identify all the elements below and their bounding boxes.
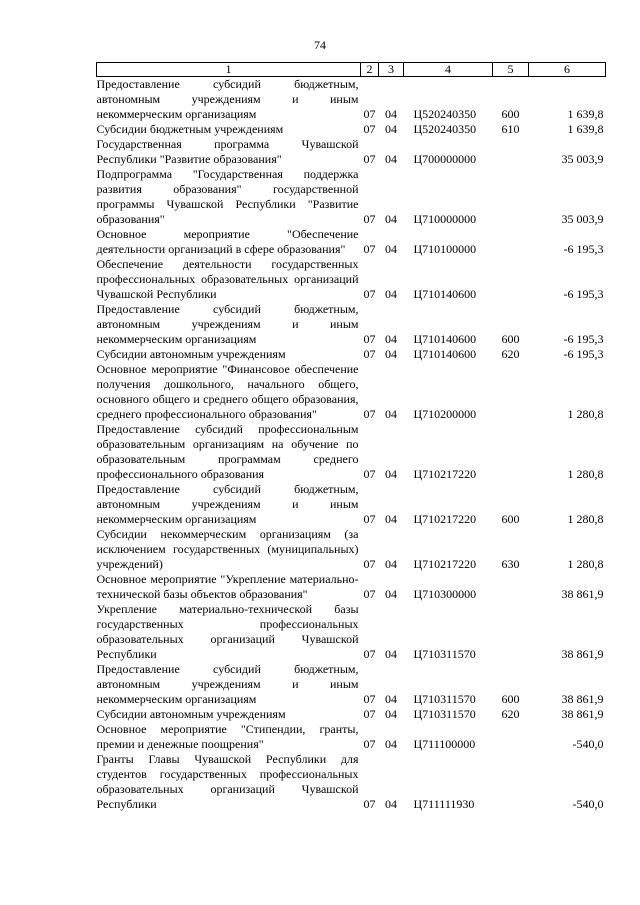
row-target-article: Ц710000000 xyxy=(413,212,477,226)
row-name: Государственная программа Чувашской Республики "Развитие образования" xyxy=(96,137,359,166)
row-section: 07 xyxy=(363,287,376,301)
row-amount: 1 280,8 xyxy=(567,467,604,481)
row-target-article: Ц710100000 xyxy=(413,242,477,256)
row-target-article: Ц710311570 xyxy=(413,647,476,661)
row-expense-type xyxy=(493,602,529,662)
row-name: Предоставление субсидий бюджетным, автономным учреждениям и иным некоммерческим организациям xyxy=(96,77,359,121)
row-amount: 1 639,8 xyxy=(567,107,604,121)
row-section: 07 xyxy=(363,332,376,346)
row-amount: 38 861,9 xyxy=(561,707,604,721)
row-target-article: Ц710140600 xyxy=(413,347,477,361)
row-expense-type: 620 xyxy=(501,707,520,721)
row-amount: 1 280,8 xyxy=(567,512,604,526)
row-subsection: 04 xyxy=(385,467,397,481)
row-expense-type: 600 xyxy=(501,107,520,121)
row-section: 07 xyxy=(363,467,376,481)
table-row xyxy=(97,722,606,752)
row-target-article: Ц710200000 xyxy=(413,407,477,421)
row-amount: -540,0 xyxy=(572,737,604,751)
row-subsection: 04 xyxy=(385,737,397,751)
row-name: Основное мероприятие "Стипендии, гранты, премии и денежные поощрения" xyxy=(96,722,359,751)
table-row xyxy=(97,707,606,722)
table-row xyxy=(97,482,606,527)
row-amount: 38 861,9 xyxy=(561,692,604,706)
header-col-2: 2 xyxy=(361,63,379,77)
table-row xyxy=(97,347,606,362)
header-col-3: 3 xyxy=(379,63,404,77)
row-target-article: Ц710300000 xyxy=(413,587,477,601)
table-header-row xyxy=(97,63,606,77)
row-expense-type: 630 xyxy=(501,557,520,571)
row-section: 07 xyxy=(363,707,376,721)
table-row xyxy=(97,422,606,482)
row-expense-type xyxy=(493,422,529,482)
row-subsection: 04 xyxy=(385,347,397,361)
row-amount: 1 639,8 xyxy=(567,122,604,136)
header-col-1: 1 xyxy=(97,63,361,77)
row-target-article: Ц710311570 xyxy=(413,692,476,706)
row-section: 07 xyxy=(363,647,376,661)
row-section: 07 xyxy=(363,107,376,121)
row-name: Субсидии автономным учреждениям xyxy=(96,347,286,361)
row-name: Предоставление субсидий бюджетным, автономным учреждениям и иным некоммерческим организациям xyxy=(96,662,359,706)
row-section: 07 xyxy=(363,212,376,226)
row-expense-type xyxy=(493,572,529,602)
table-row xyxy=(97,257,606,302)
row-subsection: 04 xyxy=(385,212,397,226)
row-target-article: Ц520240350 xyxy=(413,122,477,136)
row-subsection: 04 xyxy=(385,797,397,811)
row-section: 07 xyxy=(363,797,376,811)
row-section: 07 xyxy=(363,587,376,601)
table-row xyxy=(97,302,606,347)
row-subsection: 04 xyxy=(385,707,397,721)
table-row xyxy=(97,362,606,422)
row-subsection: 04 xyxy=(385,152,397,166)
table-row xyxy=(97,527,606,572)
row-target-article: Ц520240350 xyxy=(413,107,477,121)
row-name: Подпрограмма "Государственная поддержка развития образования" государственной программы Чувашской Республики "Развитие образования" xyxy=(96,167,359,226)
row-subsection: 04 xyxy=(385,512,397,526)
row-subsection: 04 xyxy=(385,107,397,121)
row-section: 07 xyxy=(363,512,376,526)
row-expense-type: 600 xyxy=(501,332,520,346)
row-name: Предоставление субсидий бюджетным, автономным учреждениям и иным некоммерческим организациям xyxy=(96,482,359,526)
row-target-article: Ц710217220 xyxy=(413,557,477,571)
row-name: Субсидии бюджетным учреждениям xyxy=(96,122,284,136)
row-name: Субсидии автономным учреждениям xyxy=(96,707,286,721)
table-row xyxy=(97,137,606,167)
row-name: Гранты Главы Чувашской Республики для студентов государственных профессиональных образовательных организаций Чувашской Республики xyxy=(96,752,359,811)
row-target-article: Ц710140600 xyxy=(413,287,477,301)
row-section: 07 xyxy=(363,122,376,136)
table-row xyxy=(97,167,606,227)
row-name: Основное мероприятие "Финансовое обеспечение получения дошкольного, начального общего, основного общего и среднего общего образования, среднего профессионального образования" xyxy=(96,362,359,421)
budget-table xyxy=(96,62,606,812)
row-name: Обеспечение деятельности государственных профессиональных образовательных организаций Чувашской Республики xyxy=(96,257,359,301)
row-name: Основное мероприятие "Обеспечение деятельности организаций в сфере образования" xyxy=(96,227,359,256)
row-section: 07 xyxy=(363,242,376,256)
row-subsection: 04 xyxy=(385,407,397,421)
row-target-article: Ц711111930 xyxy=(413,797,475,811)
row-amount: 1 280,8 xyxy=(567,407,604,421)
row-expense-type xyxy=(493,167,529,227)
row-amount: 38 861,9 xyxy=(561,647,604,661)
row-amount: -6 195,3 xyxy=(563,332,604,346)
row-target-article: Ц700000000 xyxy=(413,152,477,166)
row-target-article: Ц710217220 xyxy=(413,512,477,526)
row-section: 07 xyxy=(363,737,376,751)
row-subsection: 04 xyxy=(385,242,397,256)
row-target-article: Ц710311570 xyxy=(413,707,476,721)
row-name: Укрепление материально-технической базы государственных профессиональных образовательных организаций Чувашской Республики xyxy=(96,602,359,661)
row-expense-type: 600 xyxy=(501,512,520,526)
row-target-article: Ц710140600 xyxy=(413,332,477,346)
table-row xyxy=(97,572,606,602)
row-section: 07 xyxy=(363,557,376,571)
row-expense-type xyxy=(493,362,529,422)
row-expense-type xyxy=(493,137,529,167)
table-row xyxy=(97,602,606,662)
row-amount: 38 861,9 xyxy=(561,587,604,601)
row-amount: 35 003,9 xyxy=(561,152,604,166)
row-amount: -6 195,3 xyxy=(563,287,604,301)
row-section: 07 xyxy=(363,152,376,166)
row-section: 07 xyxy=(363,407,376,421)
page-number: 74 xyxy=(314,38,326,52)
row-subsection: 04 xyxy=(385,647,397,661)
header-col-4: 4 xyxy=(404,63,493,77)
table-row xyxy=(97,227,606,257)
row-subsection: 04 xyxy=(385,587,397,601)
row-subsection: 04 xyxy=(385,332,397,346)
table-row xyxy=(97,662,606,707)
row-name: Предоставление субсидий профессиональным образовательным организациям на обучение по образовательным программам среднего профессионального образования xyxy=(96,422,359,481)
table-row xyxy=(97,77,606,123)
row-section: 07 xyxy=(363,347,376,361)
row-name: Предоставление субсидий бюджетным, автономным учреждениям и иным некоммерческим организациям xyxy=(96,302,359,346)
row-subsection: 04 xyxy=(385,692,397,706)
row-expense-type xyxy=(493,722,529,752)
row-subsection: 04 xyxy=(385,557,397,571)
row-expense-type xyxy=(493,257,529,302)
row-section: 07 xyxy=(363,692,376,706)
row-expense-type: 610 xyxy=(501,122,520,136)
row-name: Субсидии некоммерческим организациям (за исключением государственных (муниципальных) учреждений) xyxy=(96,527,359,571)
row-name: Основное мероприятие "Укрепление материально-технической базы объектов образования" xyxy=(96,572,359,601)
row-expense-type xyxy=(493,227,529,257)
header-col-6: 6 xyxy=(529,63,606,77)
table-row xyxy=(97,752,606,812)
row-amount: 35 003,9 xyxy=(561,212,604,226)
row-subsection: 04 xyxy=(385,122,397,136)
header-col-5: 5 xyxy=(493,63,529,77)
row-amount: -6 195,3 xyxy=(563,347,604,361)
row-expense-type: 620 xyxy=(501,347,520,361)
row-target-article: Ц710217220 xyxy=(413,467,477,481)
row-amount: -6 195,3 xyxy=(563,242,604,256)
row-amount: -540,0 xyxy=(572,797,604,811)
row-expense-type xyxy=(493,752,529,812)
row-subsection: 04 xyxy=(385,287,397,301)
row-amount: 1 280,8 xyxy=(567,557,604,571)
table-row xyxy=(97,122,606,137)
row-expense-type: 600 xyxy=(501,692,520,706)
row-target-article: Ц711100000 xyxy=(413,737,476,751)
